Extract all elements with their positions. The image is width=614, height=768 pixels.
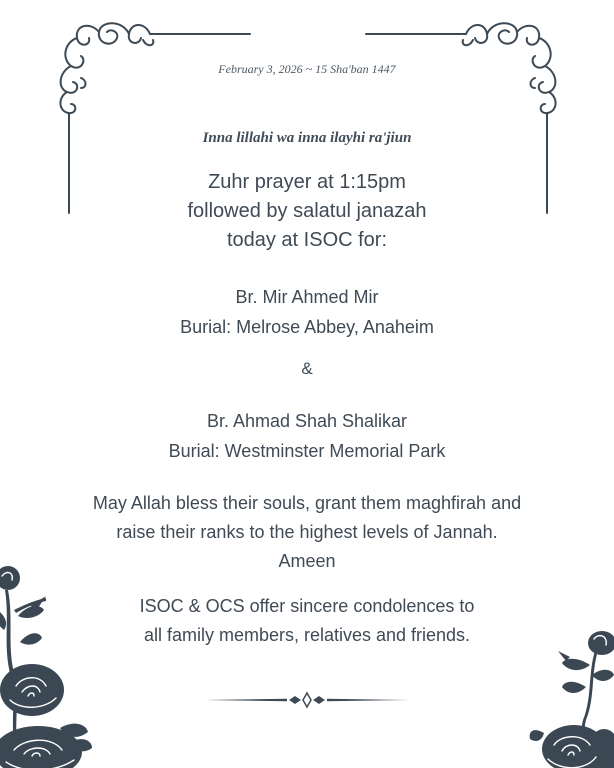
prayer-line-2: followed by salatul janazah [187, 200, 427, 222]
rose-flowers-left [0, 560, 110, 768]
rose-flowers-right [530, 625, 614, 768]
condolences-line-2: all family members, relatives and friends. [143, 625, 471, 645]
deceased-name: Br. Mir Ahmed Mir [235, 287, 379, 307]
prayer-line-3: today at ISOC for: [226, 229, 388, 251]
deceased-name: Br. Ahmad Shah Shalikar [206, 411, 408, 431]
burial-location: Burial: Melrose Abbey, Anaheim [180, 317, 434, 337]
blessing-line-3: Ameen [278, 551, 336, 571]
deceased-entry-2 [0, 406, 614, 466]
ampersand-separator: & [301, 359, 313, 378]
divider-ornament [205, 690, 409, 710]
blessing-line-1: May Allah bless their souls, grant them maghfirah and [92, 493, 522, 513]
prayer-line-1: Zuhr prayer at 1:15pm [208, 171, 406, 193]
date-line: February 3, 2026 ~ 15 Sha'ban 1447 [218, 62, 396, 76]
burial-location: Burial: Westminster Memorial Park [168, 441, 446, 461]
dua-line: Inna lillahi wa inna ilayhi ra'jiun [202, 130, 412, 146]
deceased-entry-1 [0, 282, 614, 342]
prayer-announcement [0, 168, 614, 255]
blessing-line-2: raise their ranks to the highest levels of Jannah. [116, 522, 498, 542]
condolences-line-1: ISOC & OCS offer sincere condolences to [139, 596, 475, 616]
